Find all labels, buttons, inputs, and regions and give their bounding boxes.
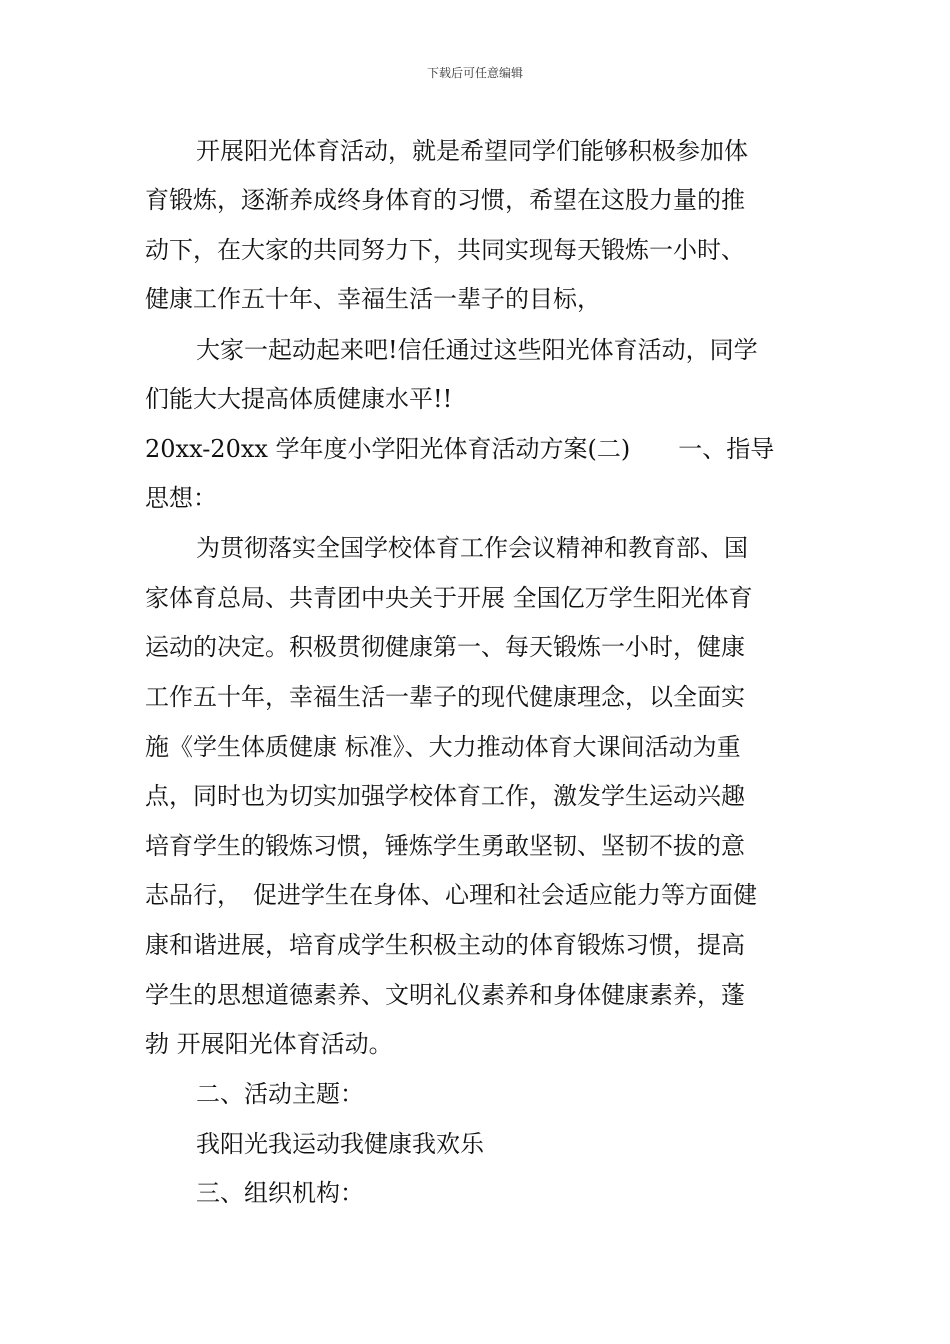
- paragraph-line: 勃 开展阳光体育活动。: [145, 1030, 393, 1058]
- paragraph-line: 思想：: [145, 484, 217, 512]
- paragraph-line: 健康工作五十年、幸福生活一辈子的目标，: [145, 285, 601, 313]
- paragraph-line: 开展阳光体育活动，就是希望同学们能够积极参加体: [196, 137, 748, 165]
- section-heading-theme: 二、活动主题：: [196, 1080, 364, 1108]
- paragraph-line: 学生的思想道德素养、文明礼仪素养和身体健康素养，蓬: [145, 981, 745, 1009]
- paragraph-line: 家体育总局、共青团中央关于开展 全国亿万学生阳光体育: [145, 584, 753, 612]
- paragraph-line: 为贯彻落实全国学校体育工作会议精神和教育部、国: [196, 534, 748, 562]
- paragraph-line: 工作五十年，幸福生活一辈子的现代健康理念，以全面实: [145, 683, 745, 711]
- paragraph-line: 们能大大提高体质健康水平!!: [145, 385, 453, 413]
- paragraph-line: 动下，在大家的共同努力下，共同实现每天锻炼一小时、: [145, 236, 745, 264]
- paragraph-line: 培育学生的锻炼习惯，锤炼学生勇敢坚韧、坚韧不拔的意: [145, 832, 745, 860]
- page-header-note: 下载后可任意编辑: [426, 66, 523, 80]
- paragraph-line: 大家一起动起来吧!信任通过这些阳光体育活动，同学: [196, 336, 758, 364]
- paragraph-line: 我阳光我运动我健康我欢乐: [196, 1130, 484, 1158]
- paragraph-line: 施《学生体质健康 标准》、大力推动体育大课间活动为重: [145, 733, 741, 761]
- paragraph-line: 康和谐进展，培育成学生积极主动的体育锻炼习惯，提高: [145, 931, 745, 959]
- section-heading-organization: 三、组织机构：: [196, 1179, 364, 1207]
- paragraph-line: 志品行， 促进学生在身体、心理和社会适应能力等方面健: [145, 881, 757, 909]
- paragraph-line: 点，同时也为切实加强学校体育工作，激发学生运动兴趣: [145, 782, 745, 810]
- paragraph-line: 运动的决定。积极贯彻健康第一、每天锻炼一小时，健康: [145, 633, 745, 661]
- section-title-line: 20xx-20xx 学年度小学阳光体育活动方案(二) 一、指导: [145, 435, 775, 463]
- paragraph-line: 育锻炼，逐渐养成终身体育的习惯，希望在这股力量的推: [145, 186, 745, 214]
